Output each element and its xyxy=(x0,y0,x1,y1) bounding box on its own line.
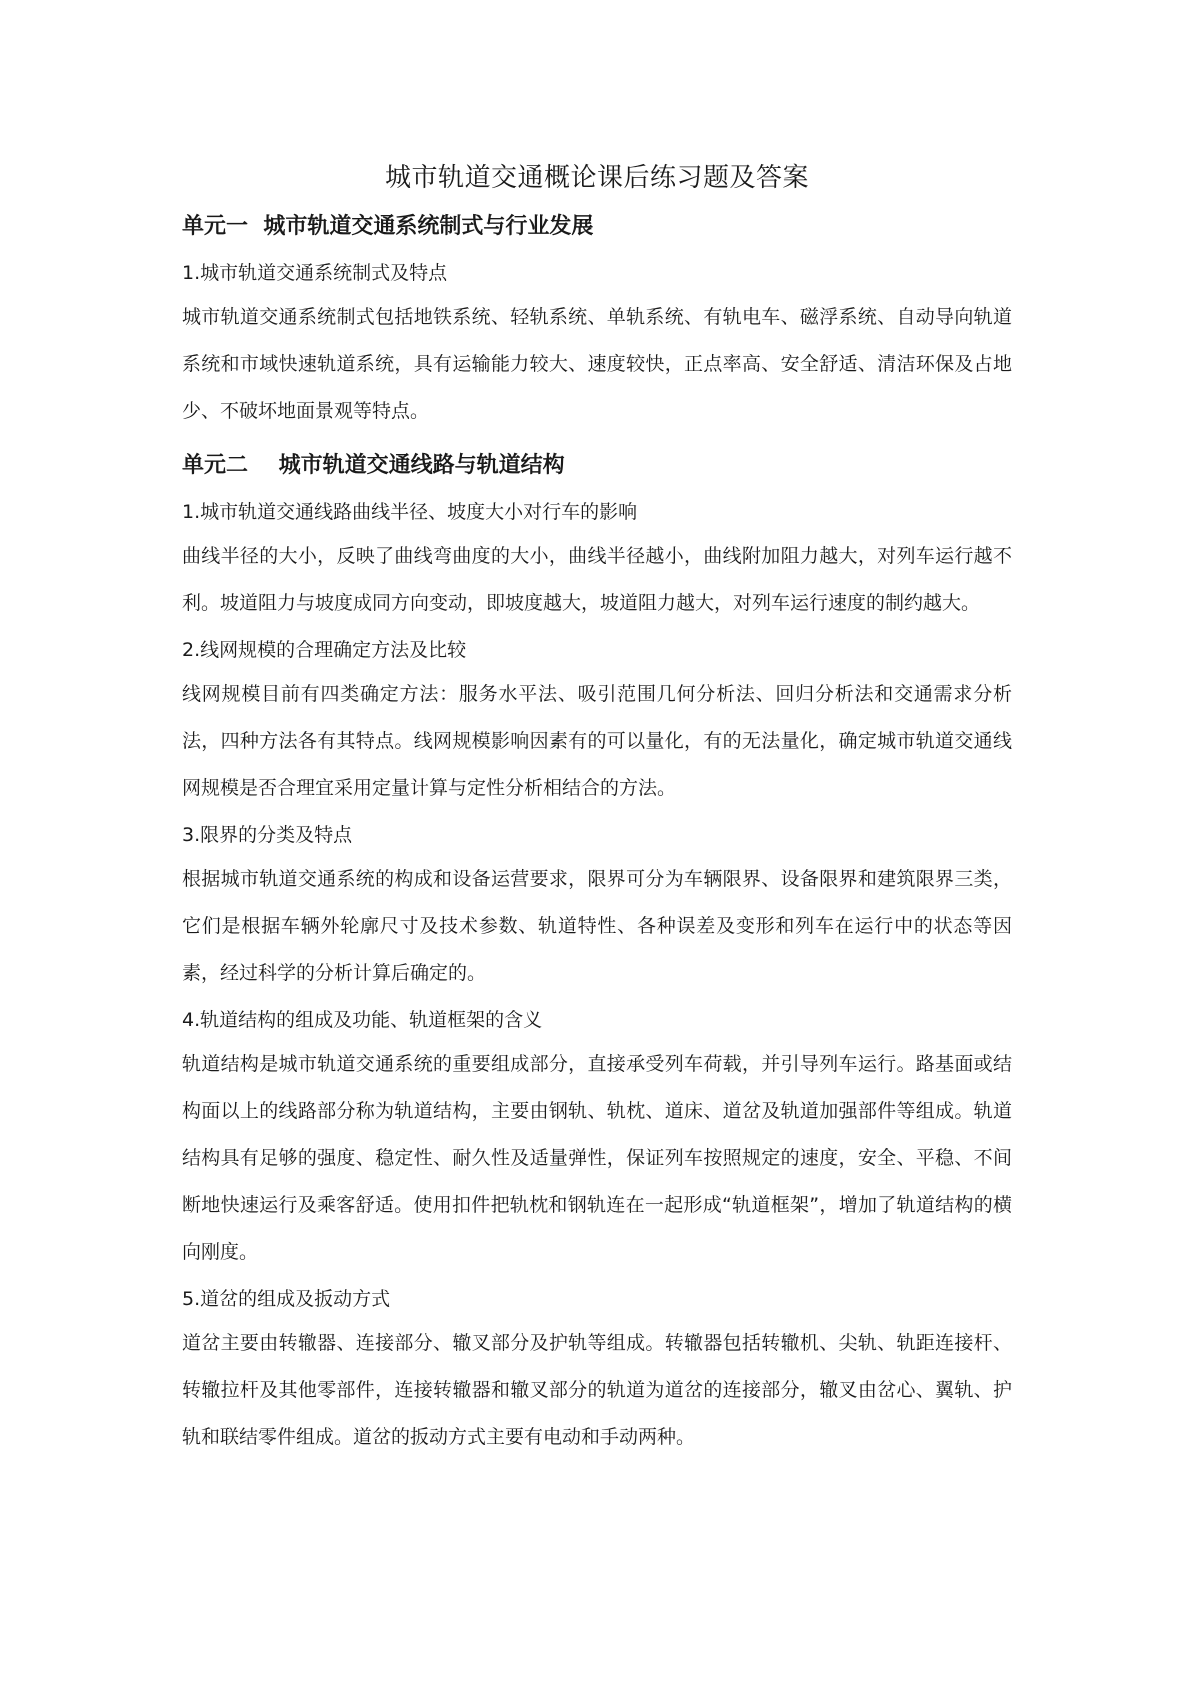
unit-2-question-2-answer: 线网规模目前有四类确定方法：服务水平法、吸引范围几何分析法、回归分析法和交通需求分析法，四种方法各有其特点。线网规模影响因素有的可以量化，有的无法量化，确定城市轨道交通线网规模是否合理宜采用定量计算与定性分析相结合的方法。 xyxy=(182,683,1012,799)
unit-2-question-3-title: 3.限界的分类及特点 xyxy=(182,824,353,846)
unit-2-question-2-title: 2.线网规模的合理确定方法及比较 xyxy=(182,639,467,661)
unit-2-question-4-answer: 轨道结构是城市轨道交通系统的重要组成部分，直接承受列车荷载，并引导列车运行。路基面或结构面以上的线路部分称为轨道结构，主要由钢轨、轨枕、道床、道岔及轨道加强部件等组成。轨道结构具有足够的强度、稳定性、耐久性及适量弹性，保证列车按照规定的速度，安全、平稳、不间断地快速运行及乘客舒适。使用扣件把轨枕和钢轨连在一起形成“轨道框架”，增加了轨道结构的横向刚度。 xyxy=(182,1053,1012,1263)
unit-2-heading: 单元二 城市轨道交通线路与轨道结构 xyxy=(182,453,565,478)
unit-2-question-3-answer: 根据城市轨道交通系统的构成和设备运营要求，限界可分为车辆限界、设备限界和建筑限界三类，它们是根据车辆外轮廓尺寸及技术参数、轨道特性、各种误差及变形和列车在运行中的状态等因素，经过科学的分析计算后确定的。 xyxy=(182,868,1012,984)
unit-2-question-5-title: 5.道岔的组成及扳动方式 xyxy=(182,1288,391,1310)
unit-1-question-1-title: 1.城市轨道交通系统制式及特点 xyxy=(182,262,448,284)
unit-2-question-5-answer: 道岔主要由转辙器、连接部分、辙叉部分及护轨等组成。转辙器包括转辙机、尖轨、轨距连接杆、转辙拉杆及其他零部件，连接转辙器和辙叉部分的轨道为道岔的连接部分，辙叉由岔心、翼轨、护轨和联结零件组成。道岔的扳动方式主要有电动和手动两种。 xyxy=(182,1332,1012,1448)
unit-2-question-4-title: 4.轨道结构的组成及功能、轨道框架的含义 xyxy=(182,1009,543,1031)
unit-2-question-1-answer: 曲线半径的大小，反映了曲线弯曲度的大小，曲线半径越小，曲线附加阻力越大，对列车运行越不利。坡道阻力与坡度成同方向变动，即坡度越大，坡道阻力越大，对列车运行速度的制约越大。 xyxy=(182,545,1012,614)
unit-2-question-1-title: 1.城市轨道交通线路曲线半径、坡度大小对行车的影响 xyxy=(182,501,638,523)
document-body xyxy=(182,150,1012,1461)
unit-1-question-1-answer: 城市轨道交通系统制式包括地铁系统、轻轨系统、单轨系统、有轨电车、磁浮系统、自动导向轨道系统和市域快速轨道系统，具有运输能力较大、速度较快，正点率高、安全舒适、清洁环保及占地少、不破坏地面景观等特点。 xyxy=(182,306,1012,422)
document-title: 城市轨道交通概论课后练习题及答案 xyxy=(384,163,809,193)
unit-1-heading: 单元一 城市轨道交通系统制式与行业发展 xyxy=(182,214,594,239)
